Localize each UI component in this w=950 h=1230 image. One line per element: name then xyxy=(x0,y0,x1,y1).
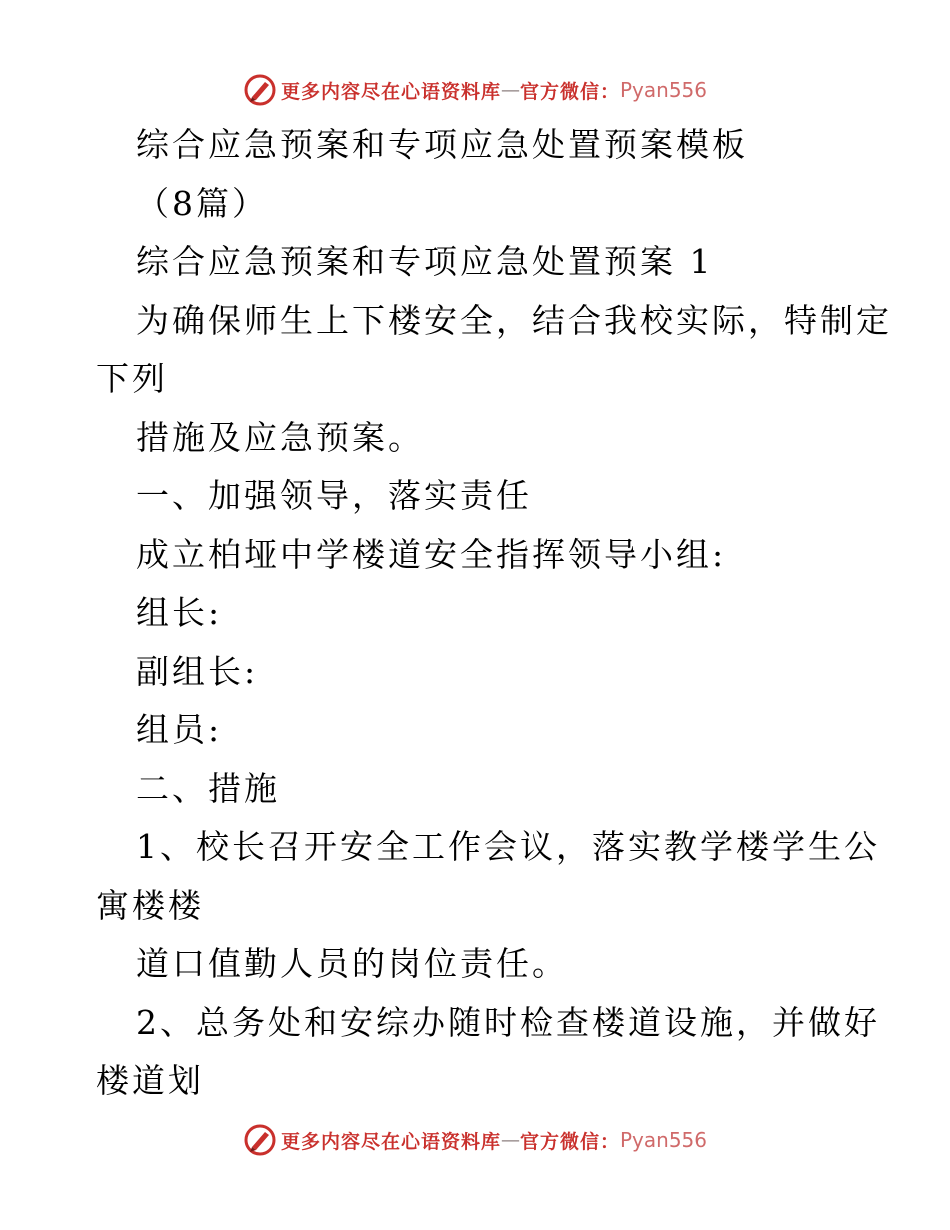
watermark-text: 更多内容尽在心语资料库 xyxy=(280,1130,501,1153)
watermark-wechat-label: 官方微信： xyxy=(519,1130,620,1153)
watermark-wechat-label: 官方微信： xyxy=(519,80,620,103)
section-heading: 二、措施 xyxy=(136,768,280,808)
section-heading: 一、加强领导，落实责任 xyxy=(136,476,532,515)
paragraph-line: 1、校长召开安全工作会议，落实教学楼学生公 xyxy=(136,827,880,866)
paragraph-line: 2、总务处和安综办随时检查楼道设施，并做好 xyxy=(136,1002,880,1042)
footer-watermark xyxy=(0,1120,950,1160)
paragraph-line: 下列 xyxy=(96,359,168,398)
watermark-separator: — xyxy=(500,1129,520,1151)
section-heading: 综合应急预案和专项应急处置预案 1 xyxy=(136,242,714,281)
paragraph-line: 寓楼楼 xyxy=(96,885,204,925)
document-body xyxy=(96,116,896,1111)
watermark-separator: — xyxy=(500,79,520,101)
header-watermark xyxy=(0,70,950,110)
doc-title: 综合应急预案和专项应急处置预案模板 xyxy=(136,125,748,164)
paragraph-line: 道口值勤人员的岗位责任。 xyxy=(136,944,568,983)
paragraph-line: 成立柏垭中学楼道安全指挥领导小组: xyxy=(136,534,727,574)
doc-subtitle: （8篇） xyxy=(136,183,268,223)
paragraph-line: 楼道划 xyxy=(96,1061,204,1100)
pen-logo-icon xyxy=(243,73,277,107)
paragraph-line: 为确保师生上下楼安全，结合我校实际，特制定 xyxy=(136,300,892,340)
field-label: 组员: xyxy=(136,710,223,749)
watermark-text: 更多内容尽在心语资料库 xyxy=(280,80,501,103)
pen-logo-icon xyxy=(243,1123,277,1157)
watermark-wechat-id: Pyan556 xyxy=(620,78,708,102)
field-label: 副组长: xyxy=(136,651,259,691)
paragraph-line: 措施及应急预案。 xyxy=(136,417,424,457)
field-label: 组长: xyxy=(136,593,223,632)
watermark-wechat-id: Pyan556 xyxy=(620,1128,708,1152)
